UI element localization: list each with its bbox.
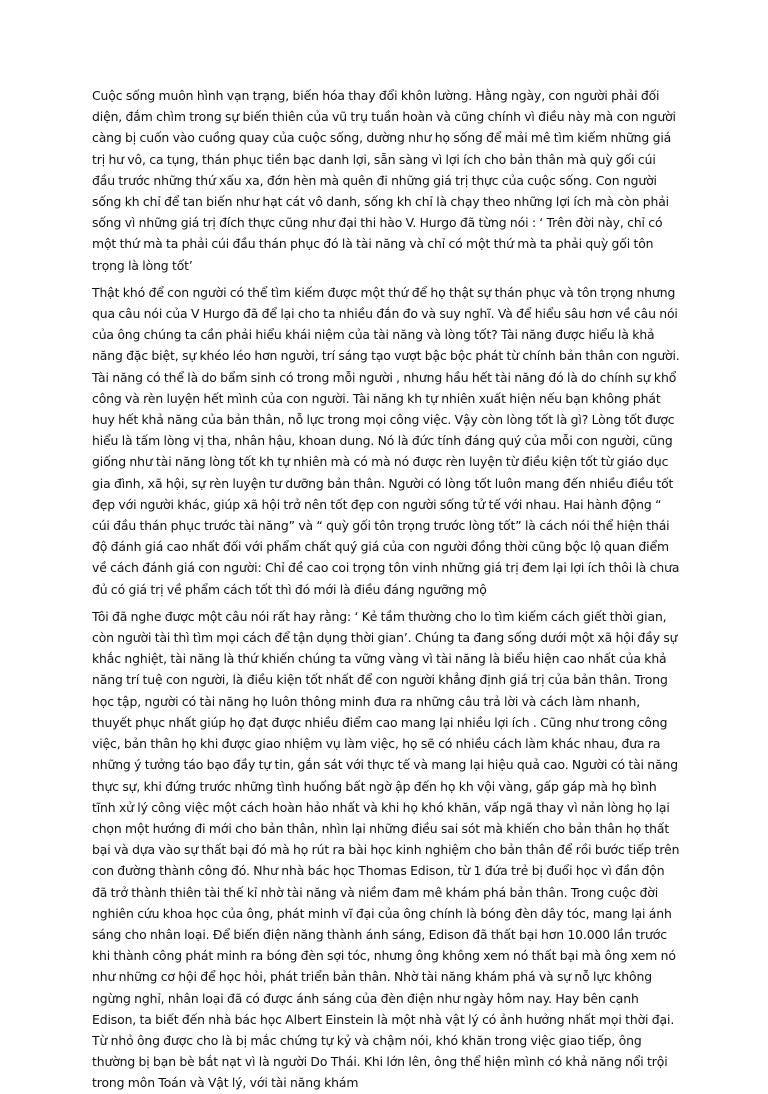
paragraph-definitions: Thật khó để con người có thể tìm kiếm được một thứ để họ thật sự thán phục và tôn trọng nhưng qua câu nói của V Hurgo đã để lại cho ta nhiều đắn đo và suy nghĩ. Và để hiểu sâu hơn về câu nói của ông chúng ta cần phải hiểu khái niệm của tài năng và lòng tốt? Tài năng được hiểu là khả năng đặc biệt, sự khéo léo hơn người, trí sáng tạo vượt bậc bộc phát từ chính bản thân con người. Tài năng có thể là do bẩm sinh có trong mỗi người , nhưng hầu hết tài năng đó là do chính sự khổ công và rèn luyện hết mình của con người. Tài năng kh tự nhiên xuất hiện nếu bạn không phát huy hết khả năng của bản thân, nỗ lực trong mọi công việc. Vậy còn lòng tốt là gì? Lòng tốt được hiểu là tấm lòng vị tha, nhân hậu, khoan dung. Nó là đức tính đáng quý của mỗi con người, cũng giống như tài năng lòng tốt kh tự nhiên mà có mà nó được rèn luyện từ điều kiện tốt từ giáo dục gia đình, xã hội, sự rèn luyện tư dưỡng bản thân. Người có lòng tốt luôn mang đến nhiều điều tốt đẹp với người khác, giúp xã hội trở nên tốt đẹp con người sống tử tế với nhau. Hai hành động “ cúi đầu thán phục trước tài năng” và “ quỳ gối tôn trọng trước lòng tốt” là cách nói thể hiện thái độ đánh giá cao nhất đối với phẩm chất quý giá của con người đồng thời cũng bộc lộ quan điểm về cách đánh giá con người: Chỉ đề cao coi trọng tôn vinh những giá trị đem lại lợi ích thôi là chưa đủ có giá trị về phẩm cách tốt thì đó mới là điều đáng ngưỡng mộ <box>92 284 680 597</box>
document-page <box>92 85 682 1094</box>
paragraph-intro: Cuộc sống muôn hình vạn trạng, biến hóa thay đổi khôn lường. Hằng ngày, con người phải đối diện, đắm chìm trong sự biến thiên của vũ trụ tuần hoàn và cũng chính vì điều này mà con người càng bị cuốn vào cuồng quay của cuộc sống, dường như họ sống để mải mê tìm kiếm những giá trị hư vô, ca tụng, thán phục tiền bạc danh lợi, sẵn sàng vì lợi ích cho bản thân mà quỳ gối cúi đầu trước những thứ xấu xa, đớn hèn mà quên đi những giá trị thực của cuộc sống. Con người sống kh chỉ để tan biến như hạt cát vô danh, sống kh chỉ là chạy theo những lợi ích mà còn phải sống vì những giá trị đích thực cũng như đại thi hào V. Hurgo đã từng nói : ‘ Trên đời này, chỉ có một thứ mà ta phải cúi đầu thán phục đó là tài năng và chỉ có một thứ mà ta phải quỳ gối tôn trọng là lòng tốt’ <box>92 88 676 273</box>
paragraph-talent-examples: Tôi đã nghe được một câu nói rất hay rằng: ‘ Kẻ tầm thường cho lo tìm kiếm cách giết thời gian, còn người tài thì tìm mọi cách để tận dụng thời gian’. Chúng ta đang sống dưới một xã hội đầy sự khắc nghiệt, tài năng là thứ khiến chúng ta vững vàng vì tài năng là biểu hiện cao nhất của khả năng trí tuệ con người, là điều kiện tốt nhất để con người khẳng định giá trị của bản thân. Trong học tập, người có tài năng họ luôn thông minh đưa ra những câu trả lời và cách làm nhanh, thuyết phục nhất giúp họ đạt được nhiều điểm cao mang lại nhiều lợi ích . Cũng như trong công việc, bản thân họ khi được giao nhiệm vụ làm việc, họ sẽ có nhiều cách làm khác nhau, đưa ra những ý tưởng táo bạo đầy tự tin, gắn sát với thực tế và mang lại hiệu quả cao. Người có tài năng thực sự, khi đứng trước những tình huống bất ngờ ập đến họ kh vội vàng, gấp gáp mà họ bình tĩnh xử lý công việc một cách hoàn hảo nhất và khi họ khó khăn, vấp ngã thay vì nản lòng họ lại chọn một hướng đi mới cho bản thân, nhìn lại những điều sai sót mà khiến cho bản thân họ thất bại và dựa vào sự thất bại đó mà họ rút ra bài học kinh nghiệm cho bản thân để rồi bước tiếp trên con đường thành công đó. Như nhà bác học Thomas Edison, từ 1 đứa trẻ bị đuổi học vì đần độn đã trở thành thiên tài thế kỉ nhờ tài năng và niềm đam mê khám phá bản thân. Trong cuộc đời nghiên cứu khoa học của ông, phát minh vĩ đại của ông chính là bóng đèn dây tóc, mang lại ánh sáng cho nhân loại. Để biến điện năng thành ánh sáng, Edison đã thất bại hơn 10.000 lần trước khi thành công phát minh ra bóng đèn sợi tóc, nhưng ông không xem nó thất bại mà ông xem nó như những cơ hội để học hỏi, phát triển bản thân. Nhờ tài năng khám phá và sự nỗ lực không ngừng nghỉ, nhân loại đã có được ánh sáng của đèn điện như ngày hôm nay. Hay bên cạnh Edison, ta biết đến nhà bác học Albert Einstein là một nhà vật lý có ảnh hưởng nhất mọi thời đại. Từ nhỏ ông được cho là bị mắc chứng tự kỷ và chậm nói, khó khăn trong việc giao tiếp, ông thường bị bạn bè bắt nạt vì là người Do Thái. Khi lớn lên, ông thể hiện mình có khả năng nổi trội trong môn Toán và Vật lý, với tài năng khám <box>92 608 680 1091</box>
